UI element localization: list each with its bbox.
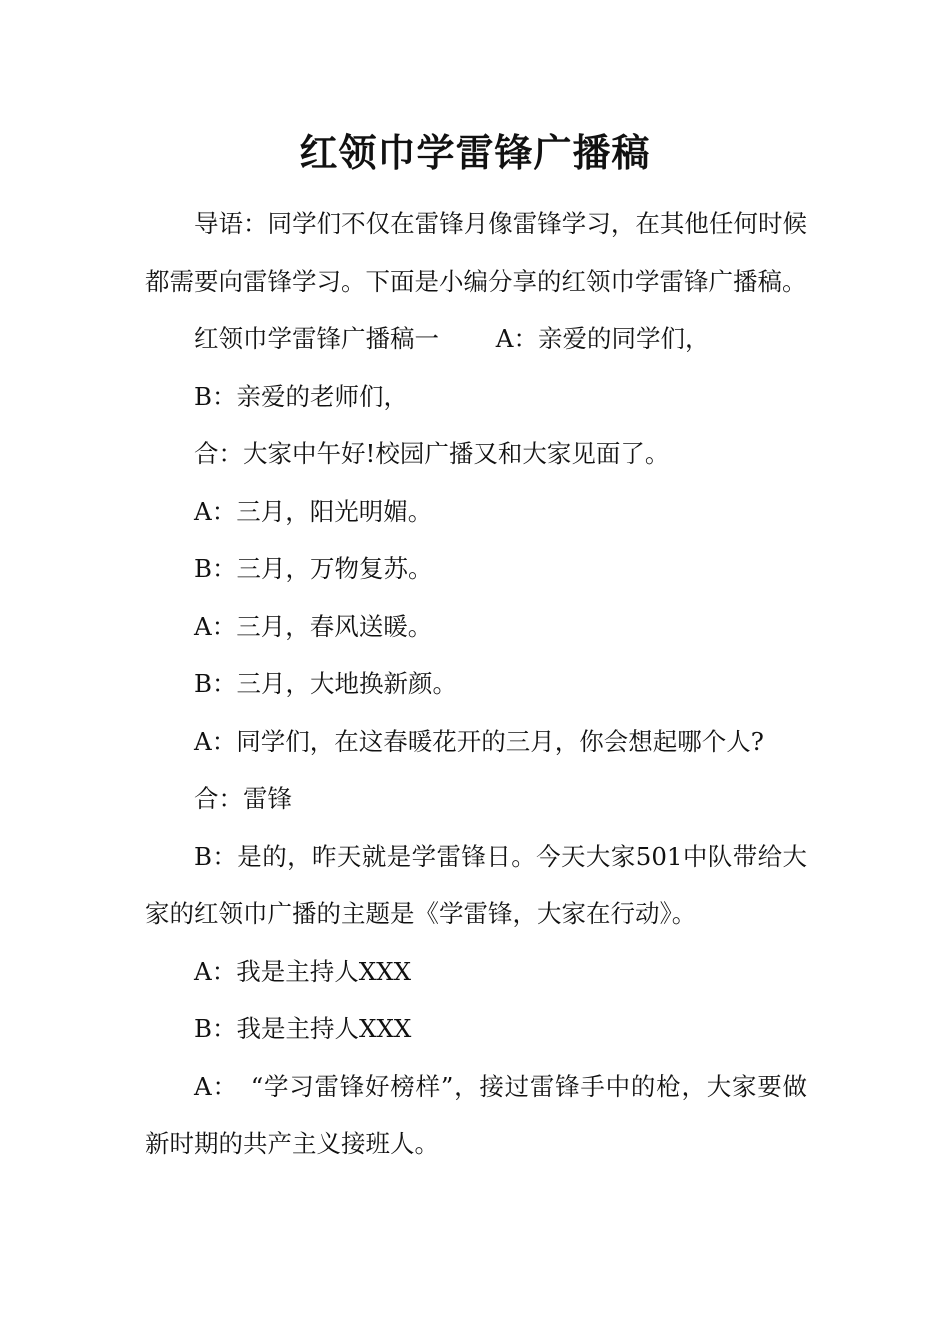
paragraph: B：我是主持人XXX — [194, 1014, 412, 1043]
paragraph: B：三月，大地换新颜。 — [194, 669, 458, 698]
paragraph-intro: 导语：同学们不仅在雷锋月像雷锋学习，在其他任何时候都需要向雷锋学习。下面是小编分享的红领巾学雷锋广播稿。 — [145, 209, 807, 296]
paragraph-heading-a: 红领巾学雷锋广播稿一 A：亲爱的同学们， — [194, 324, 710, 353]
paragraph: B：是的，昨天就是学雷锋日。今天大家501中队带给大家的红领巾广播的主题是《学雷锋，大家在行动》。 — [145, 841, 807, 928]
paragraph: A：三月，阳光明媚。 — [194, 496, 433, 526]
document-body — [145, 195, 807, 1173]
paragraph: A：三月，春风送暖。 — [194, 611, 433, 641]
paragraph: B：亲爱的老师们， — [194, 381, 409, 411]
paragraph: 合：雷锋 — [194, 784, 292, 813]
paragraph: 合：大家中午好!校园广播又和大家见面了。 — [194, 439, 670, 468]
paragraph: A： “学习雷锋好榜样”，接过雷锋手中的枪，大家要做新时期的共产主义接班人。 — [145, 1071, 807, 1158]
paragraph: B：三月，万物复苏。 — [194, 554, 433, 583]
paragraph: A：同学们，在这春暖花开的三月，你会想起哪个人? — [194, 726, 764, 756]
document-title: 红领巾学雷锋广播稿 — [299, 130, 651, 175]
paragraph: A：我是主持人XXX — [194, 956, 412, 986]
